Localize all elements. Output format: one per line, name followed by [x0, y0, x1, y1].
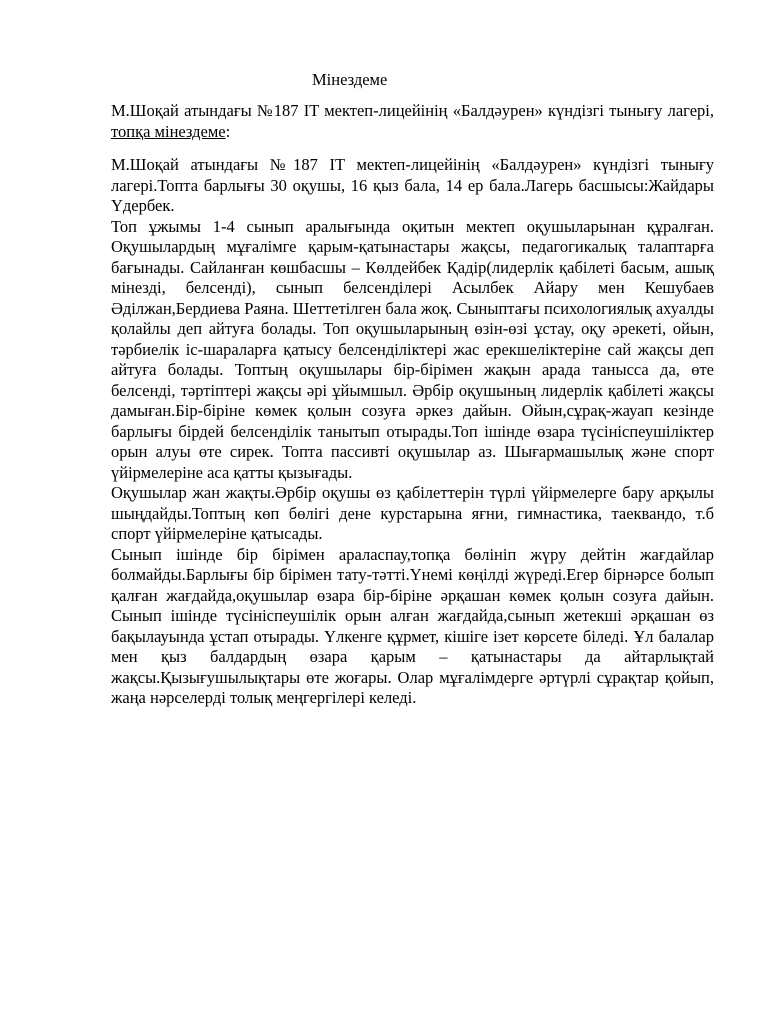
- paragraph-group-description: Топ ұжымы 1-4 сынып аралығында оқитын мектеп оқушыларынан құралған. Оқушылардың мұғалімге қарым-қатынастары жақсы, педагогикалық талаптарға бағынады. Сайланған көшбасшы – Көлдейбек Қадір(лидерлік қабілеті басым, ашық мінезді, белсенді), сынып белсенділері Асылбек Айару мен Кешубаев Әділжан,Бердиева Раяна. Шеттетілген бала жоқ. Сыныптағы психологиялық ахуалды қолайлы деп айтуға болады. Топ оқушыларының өзін-өзі ұстау, оқу әрекеті, ойын, тәрбиелік іс-шараларға қатысу белсенділіктері жас ерекшеліктеріне сай жақсы деп айтуға болады. Топтың оқушылары бір-бірімен жақын арада танысса да, өте белсенді, тәртіптері жақсы әрі ұйымшыл. Әрбір оқушының лидерлік қабілеті жақсы дамыған.Бір-біріне көмек қолын созуға әркез дайын. Ойын,сұрақ-жауап кезінде барлығы бірдей белсенділік танытып отырады.Топ ішінде өзара түсініспеушіліктер орын алуы өте сирек. Топта пассивті оқушылар аз. Шығармашылық және спорт үйірмелеріне аса қатты қызығады.: [111, 216, 714, 482]
- heading-underlined: топқа мінездеме: [111, 121, 226, 141]
- paragraph-activities: Оқушылар жан жақты.Әрбір оқушы өз қабілеттерін түрлі үйірмелерге бару арқылы шыңдайды.Топтың көп бөлігі дене курстарына яғни, гимнастика, таеквандо, т.б спорт үйірмелеріне қатысады.: [111, 483, 714, 543]
- heading-lead: М.Шоқай атындағы №187 IT мектеп-лицейінің «Балдәурен» күндізгі тынығу лагері,: [111, 101, 714, 120]
- document-title: Мінездеме: [312, 70, 388, 89]
- paragraph-relations: Сынып ішінде бір бірімен араласпау,топқа бөлініп жүру дейтін жағдайлар болмайды.Барлығы бір бірімен тату-тәтті.Үнемі көңілді жүреді.Егер бірнәрсе болып қалған жағдайда,оқушылар өзара бір-біріне әрқашан көмек қолын созуға дайын. Сынып ішінде түсініспеушілік орын алған жағдайда,сынып жетекші әрқашан өз бақылауында ұстап отырады. Үлкенге құрмет, кішіге ізет көрсете біледі. Ұл балалар мен қыз балдардың өзара қарым – қатынастары да айтарлықтай жақсы.Қызығушылықтары өте жоғары. Олар мұғалімдерге әртүрлі сұрақтар қойып, жаңа нәрселерді толық меңгергілері келеді.: [111, 544, 714, 707]
- paragraph-intro: М.Шоқай атындағы №187 IT мектеп-лицейінің «Балдәурен» күндізгі тынығу лагері.Топта барлығы 30 оқушы, 16 қыз бала, 14 ер бала.Лагерь басшысы:Жайдары Үдербек.: [111, 155, 714, 215]
- heading-tail: :: [225, 121, 231, 141]
- document-heading: [111, 101, 714, 142]
- document-body: [111, 155, 714, 709]
